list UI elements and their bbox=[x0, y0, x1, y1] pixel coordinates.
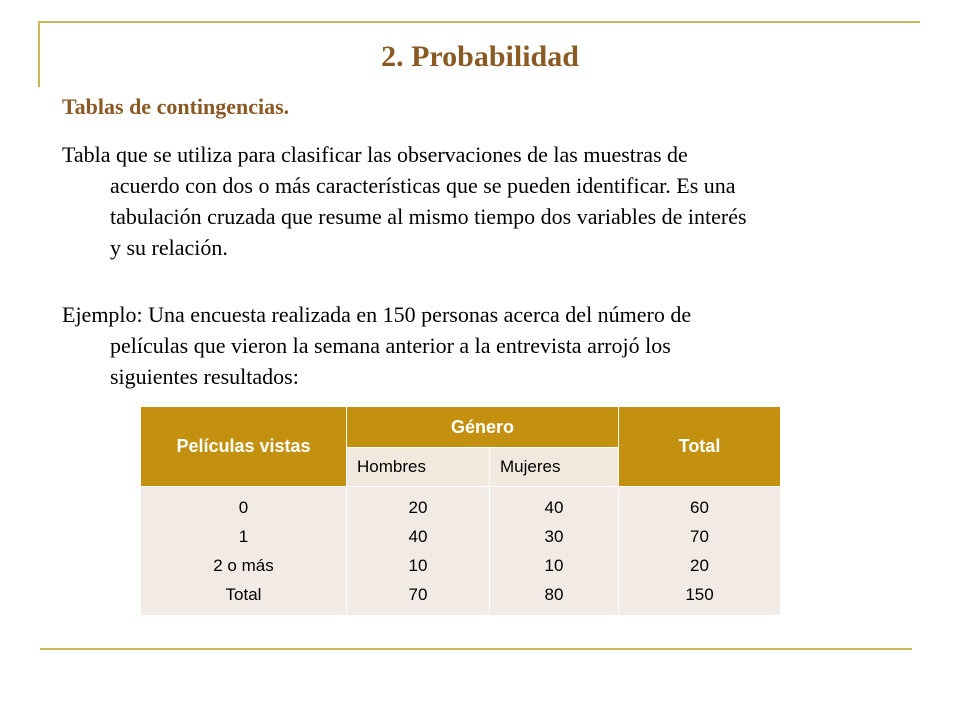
header-total: Total bbox=[619, 407, 781, 487]
column-hombres bbox=[347, 487, 490, 616]
cell-value: 80 bbox=[544, 585, 564, 604]
example-line-1: Ejemplo: Una encuesta realizada en 150 personas acerca del número de bbox=[62, 302, 692, 327]
cell-label: Total bbox=[225, 585, 262, 604]
definition-line-2: acuerdo con dos o más características que se pueden identificar. Es una bbox=[110, 173, 736, 198]
cell-value: 40 bbox=[408, 527, 428, 546]
definition-line-3: tabulación cruzada que resume al mismo tiempo dos variables de interés bbox=[110, 204, 747, 229]
cell-value: 150 bbox=[685, 585, 714, 604]
example-paragraph bbox=[62, 299, 902, 392]
section-subtitle: Tablas de contingencias. bbox=[62, 94, 290, 119]
column-mujeres bbox=[490, 487, 619, 616]
cell-value: 30 bbox=[544, 527, 564, 546]
cell-value: 60 bbox=[690, 498, 709, 517]
definition-line-1: Tabla que se utiliza para clasificar las observaciones de las muestras de bbox=[62, 142, 688, 167]
bottom-rule bbox=[40, 648, 912, 650]
cell-label: 0 bbox=[238, 498, 249, 517]
cell-value: 40 bbox=[544, 498, 564, 517]
cell-value: 20 bbox=[408, 498, 428, 517]
example-line-2: películas que vieron la semana anterior a la entrevista arrojó los bbox=[110, 333, 671, 358]
subheader-hombres: Hombres bbox=[347, 448, 490, 487]
cell-value: 10 bbox=[408, 556, 428, 575]
cell-value: 70 bbox=[408, 585, 428, 604]
contingency-table bbox=[140, 406, 781, 616]
column-total bbox=[619, 487, 781, 616]
slide-title: 2. Probabilidad bbox=[381, 40, 579, 73]
cell-value: 20 bbox=[690, 556, 709, 575]
cell-value: 70 bbox=[690, 527, 709, 546]
cell-label: 2 o más bbox=[213, 556, 274, 575]
cell-label: 1 bbox=[238, 527, 249, 546]
example-line-3: siguientes resultados: bbox=[110, 364, 299, 389]
definition-line-4: y su relación. bbox=[110, 235, 228, 260]
cell-value: 10 bbox=[544, 556, 564, 575]
definition-paragraph bbox=[62, 139, 902, 263]
table-body-row bbox=[141, 487, 781, 616]
column-peliculas bbox=[141, 487, 347, 616]
header-peliculas-vistas: Películas vistas bbox=[141, 407, 347, 487]
subheader-mujeres: Mujeres bbox=[490, 448, 619, 487]
header-genero: Género bbox=[347, 407, 619, 448]
top-rule bbox=[40, 21, 920, 23]
